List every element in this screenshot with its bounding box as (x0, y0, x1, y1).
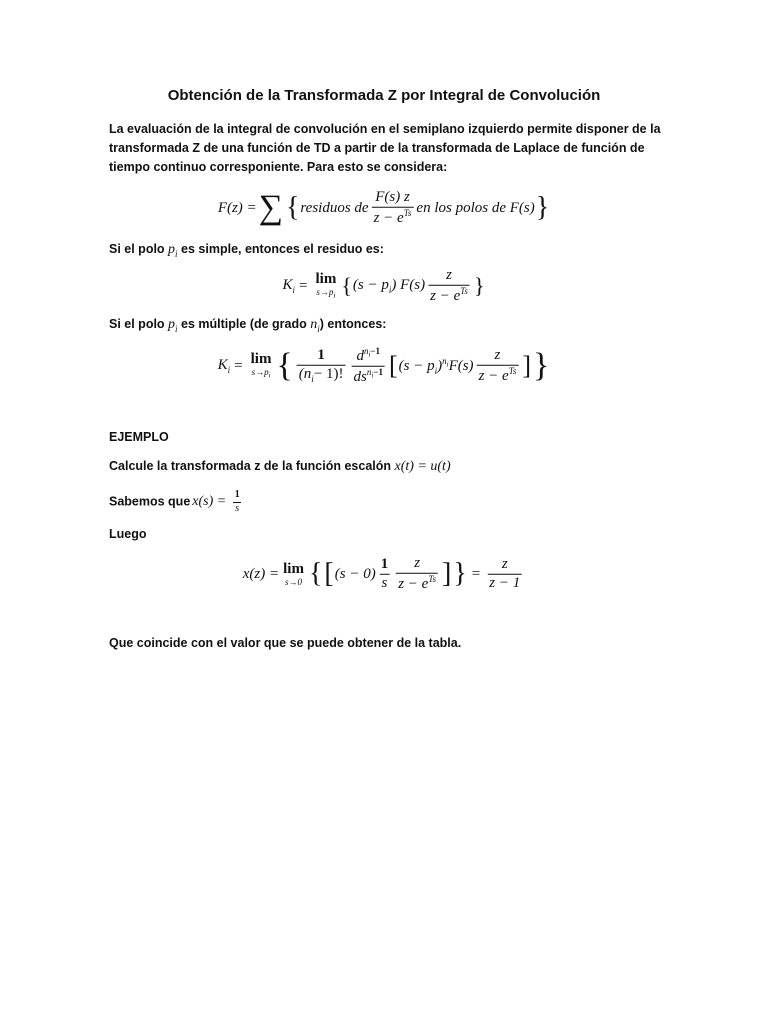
eq1-fraction: $\frac{F(s) z}{z - e^{Ts}}$ (373, 188, 412, 226)
luego-label: Luego (109, 527, 147, 541)
eq3-derivative-fraction: $\frac{d^{n_i-1}}{ds^{n_i-1}}$ (353, 345, 383, 385)
eq1-text-after: en los polos de F(s) (416, 199, 535, 216)
simple-pole-line: Si el polo $p_i$ es simple, entonces el residuo es: (109, 242, 384, 259)
equation-f-of-z: F(z) = ∑ { residuos de $\frac{F(s) z}{z - e^{Ts}}$ en los polos de F(s) } (217, 188, 550, 226)
example-statement: Calcule la transformada z de la función escalón x(t) = u(t) (109, 459, 451, 474)
eq2-fraction: $\frac{z}{z - e^{Ts}}$ (430, 266, 468, 304)
intro-paragraph: La evaluación de la integral de convolución en el semiplano izquierdo permite disponer de la transformada Z de una función de TD a partir de la transformada de Laplace de función de tiempo continuo corresponiente. Para esto se considera: (109, 122, 661, 174)
equation-simple-residue: $K_i$ = lim $s\to p_i$ { $(s - p_i)$ F(s) $\frac{z}{z - e^{Ts}}$ } (282, 266, 485, 304)
example-laplace-line: Sabemos que x(s) = $\frac{1}{s}$ (109, 489, 240, 514)
sum-symbol: ∑ (258, 189, 283, 226)
example-heading: EJEMPLO (109, 430, 169, 444)
equation-example-result: x(z) = lim s→0 { [ (s − 0) $\frac{1}{s}$ $\frac{z}{z - e^{Ts}}$ ] } = $\frac{z}{z - 1}$ (242, 554, 521, 592)
limit-operator: lim $s\to p_i$ (250, 351, 272, 380)
document-title: Obtención de la Transformada Z por Integral de Convolución (167, 87, 601, 104)
conclusion-text: Que coincide con el valor que se puede obtener de la tabla. (109, 636, 462, 650)
limit-operator: lim s→0 (283, 560, 304, 587)
one-over-s-fraction: $\frac{1}{s}$ (234, 489, 240, 514)
eq3-fraction: $\frac{z}{z - e^{Ts}}$ (478, 346, 517, 384)
multiple-pole-line: Si el polo $p_i$ es múltiple (de grado $n_i$) entonces: (109, 317, 387, 334)
equation-multiple-residue: $K_i$ = lim $s\to p_i$ { $\frac{1}{(n_i- 1)!}$ $\frac{d^{n_i-1}}{ds^{n_i-1}}$ [ $(s - p_i)^{n_i}F(s)$ $\frac{z}{z - e^{Ts}}$ ] } (217, 345, 550, 385)
eq1-lhs: F(z) = (217, 199, 257, 216)
eq3-factorial-fraction: $\frac{1}{(n_i- 1)!}$ (298, 346, 344, 384)
limit-operator: lim $s\to p_i$ (315, 271, 337, 300)
eq1-text-before: residuos de (300, 199, 369, 216)
